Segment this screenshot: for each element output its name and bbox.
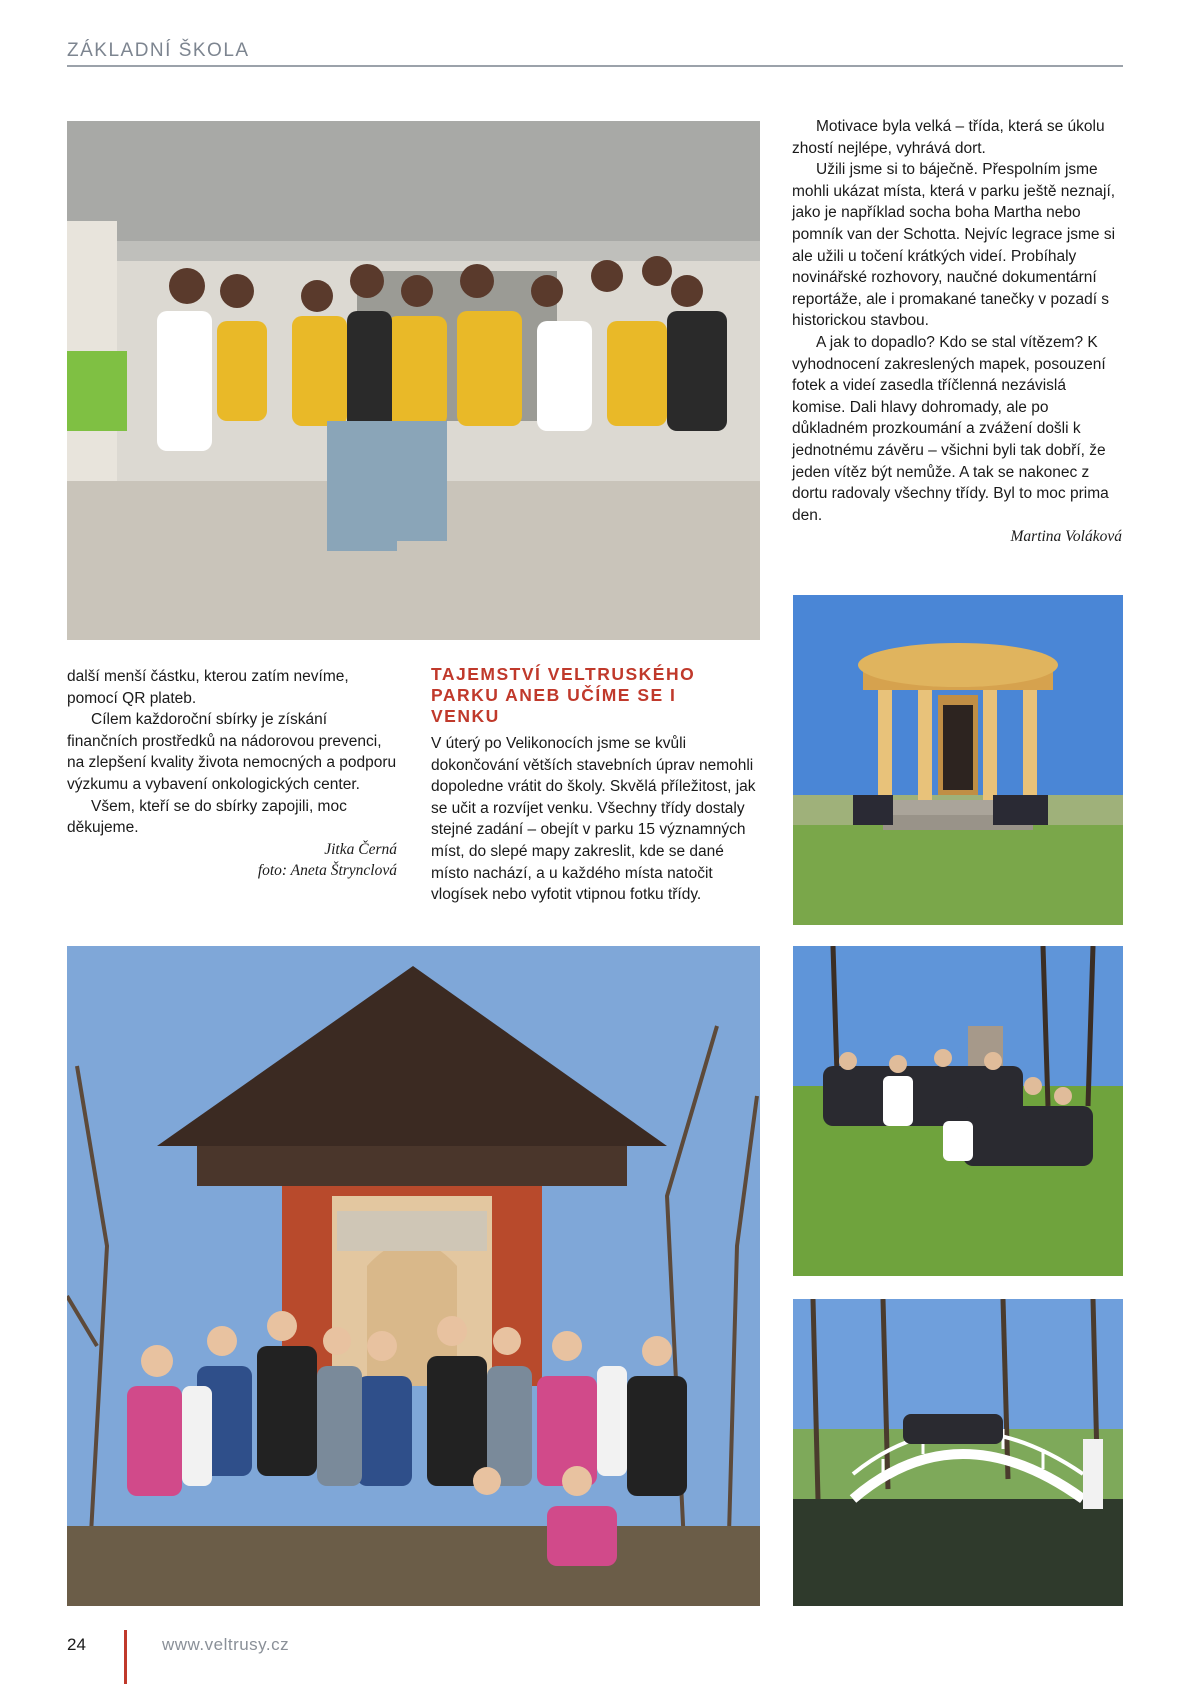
author-signature: Jitka Černá — [324, 840, 397, 858]
footer-url[interactable]: www.veltrusy.cz — [162, 1635, 290, 1654]
photo-rotunda — [793, 595, 1123, 925]
photo-white-bridge — [793, 1299, 1123, 1606]
paragraph: Cílem každoroční sbírky je získání finančních prostředků na nádorovou prevenci, na zlepšení kvality života nemocných a podporu výzkumu a vybavení onkologických center. — [67, 711, 397, 793]
article-left — [67, 666, 397, 882]
paragraph: A jak to dopadlo? Kdo se stal vítězem? K vyhodnocení zakreslených mapek, posouzení fotek a videí zasedla tříčlenná nezávislá komise. Dali hlavy dohromady, ale po důkladném prozkoumání a zvážení došli k jednotnému závěru – všichni byli tak dobří, že jeden vítěz být nemůže. A tak se nakonec z dortu radovaly všechny třídy. Byl to moc prima den. — [792, 333, 1109, 524]
article-headline: TAJEMSTVÍ VELTRUSKÉHO PARKU ANEB UČÍME SE I VENKU — [431, 664, 696, 726]
footer-divider — [124, 1630, 127, 1684]
header-rule — [67, 65, 1123, 67]
paragraph: Užili jsme si to báječně. Přespolním jsme mohli ukázat místa, která v parku ještě neznají, jako je například socha boha Martha nebo pomník van der Schotta. Nejvíc legrace jsme si ale užili u točení krátkých videí. Probíhaly novinářské rozhovory, naučné dokumentární reportáže, ale i promakané tanečky v pozadí s historickou stavbou. — [792, 161, 1116, 330]
paragraph: V úterý po Velikonocích jsme se kvůli dokončování větších stavebních úprav nemohli dopoledne vrátit do školy. Skvělá příležitost, jak se učit a rozvíjet venku. Všechny třídy dostaly stejné zadání – obejít v parku 15 významných míst, do slepé mapy zakreslit, kde se dané místo nachází, a u každého místa natočit vlogísek nebo vyfotit vtipnou fotku třídy. — [431, 735, 756, 904]
paragraph: další menší částku, kterou zatím nevíme, pomocí QR plateb. — [67, 668, 349, 707]
photo-group-park — [793, 946, 1123, 1276]
photo-credit: foto: Aneta Štrynclová — [257, 862, 397, 880]
photo-children-chapel — [67, 946, 760, 1606]
page-number: 24 — [67, 1635, 86, 1654]
paragraph: Motivace byla velká – třída, která se úkolu zhostí nejlépe, vyhrává dort. — [792, 118, 1105, 157]
section-title: ZÁKLADNÍ ŠKOLA — [67, 40, 250, 61]
author-signature: Martina Voláková — [1010, 528, 1122, 546]
article-right-middle — [431, 733, 761, 906]
article-right-top — [792, 116, 1122, 548]
photo-students-yellow-shirts — [67, 121, 760, 640]
paragraph: Všem, kteří se do sbírky zapojili, moc děkujeme. — [67, 797, 347, 837]
